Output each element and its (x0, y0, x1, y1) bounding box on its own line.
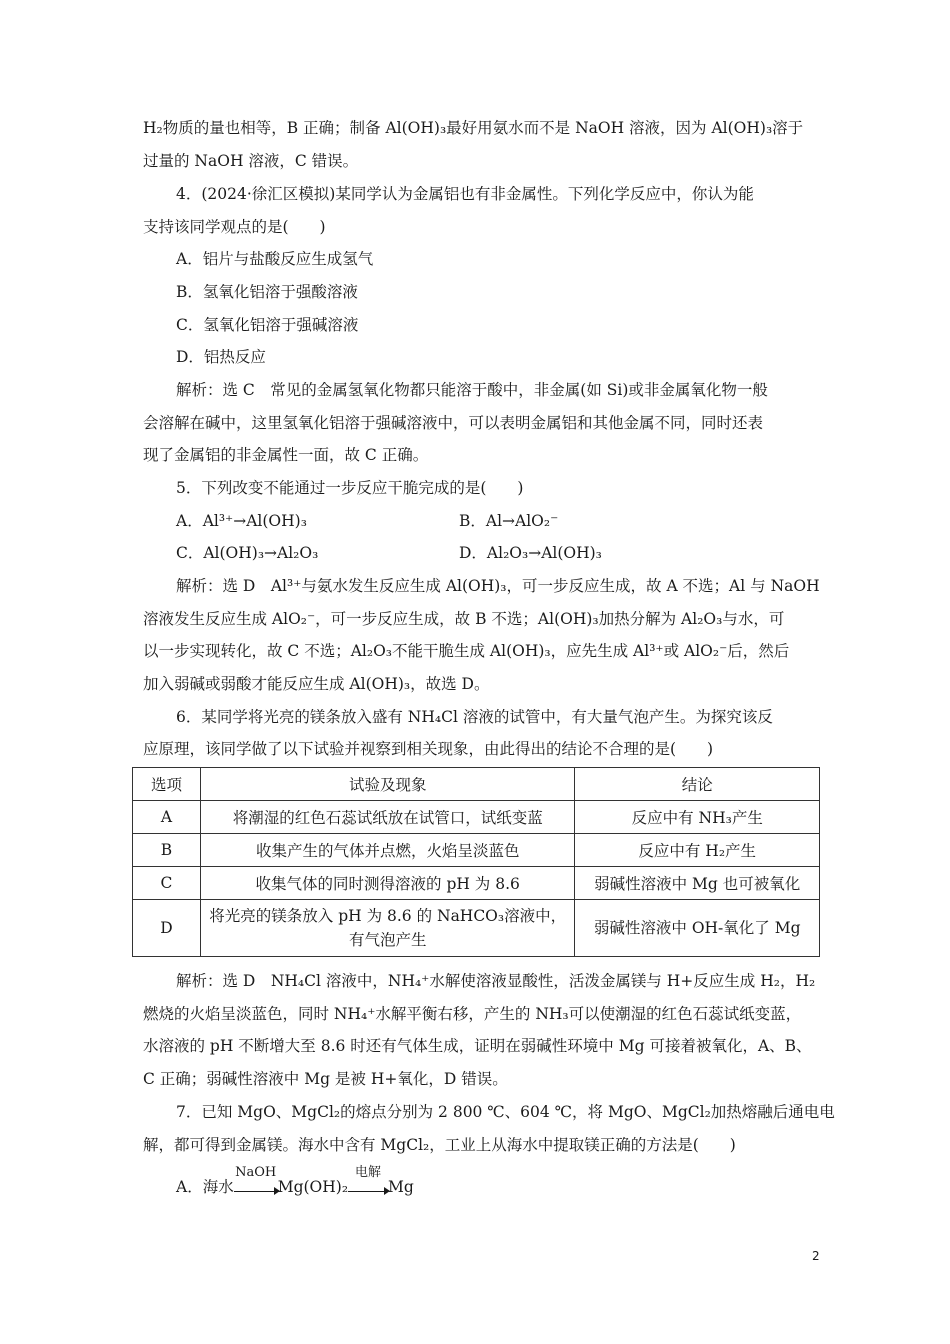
option-d: D．Al₂O₃→Al(OH)₃ (459, 544, 602, 562)
table-header: 结论 (575, 768, 820, 801)
question-5: 5．下列改变不能通过一步反应干脆完成的是( ) (176, 479, 524, 497)
table-cell: 收集气体的同时测得溶液的 pH 为 8.6 (200, 867, 574, 900)
table-header: 选项 (133, 768, 201, 801)
table-header: 试验及现象 (200, 768, 574, 801)
table-cell: A (133, 801, 201, 834)
table-cell: C (133, 867, 201, 900)
table-cell: 反应中有 NH₃产生 (575, 801, 820, 834)
question-4: 4．(2024·徐汇区模拟)某同学认为金属铝也有非金属性。下列化学反应中，你认为能 (176, 185, 754, 203)
text-line: 支持该同学观点的是( ) (143, 218, 326, 236)
arrow-icon (234, 1181, 278, 1192)
reaction-arrow (234, 1165, 278, 1197)
arrow-label: 电解 (355, 1165, 382, 1180)
experiment-table (132, 767, 820, 957)
analysis-line: 解析：选 D NH₄Cl 溶液中，NH₄⁺水解使溶液显酸性，活泼金属镁与 H+反应生成 H₂，H₂ (176, 972, 816, 990)
table-row (133, 867, 820, 900)
option-b: B．氢氧化铝溶于强酸溶液 (176, 283, 358, 301)
analysis-line: 溶液发生反应生成 AlO₂⁻，可一步反应生成，故 B 不选；Al(OH)₃加热分解为 Al₂O₃与水，可 (143, 610, 785, 628)
table-cell: D (133, 900, 201, 957)
question-7: 7．已知 MgO、MgCl₂的熔点分别为 2 800 ℃、604 ℃，将 MgO、MgCl₂加热熔融后通电电 (176, 1103, 835, 1121)
reaction-product: Mg (388, 1178, 414, 1196)
page-number: 2 (812, 1249, 820, 1263)
option-c: C．Al(OH)₃→Al₂O₃ (176, 544, 319, 562)
analysis-line: 燃烧的火焰呈淡蓝色，同时 NH₄⁺水解平衡右移，产生的 NH₃可以使潮湿的红色石蕊试纸变蓝， (143, 1005, 802, 1023)
option-c: C．氢氧化铝溶于强碱溶液 (176, 316, 359, 334)
table-cell: 将潮湿的红色石蕊试纸放在试管口，试纸变蓝 (200, 801, 574, 834)
table-cell: 将光亮的镁条放入 pH 为 8.6 的 NaHCO₃溶液中，有气泡产生 (200, 900, 574, 957)
analysis-line: 会溶解在碱中，这里氢氧化铝溶于强碱溶液中，可以表明金属铝和其他金属不同，同时还表 (143, 414, 764, 432)
option-a: A．Al³⁺→Al(OH)₃ (176, 512, 307, 530)
analysis-line: 解析：选 C 常见的金属氢氧化物都只能溶于酸中，非金属(如 Si)或非金属氧化物一般 (176, 381, 768, 399)
analysis-line: 加入弱碱或弱酸才能反应生成 Al(OH)₃，故选 D。 (143, 675, 490, 693)
question-6: 6．某同学将光亮的镁条放入盛有 NH₄Cl 溶液的试管中，有大量气泡产生。为探究该反 (176, 708, 773, 726)
table-cell: 弱碱性溶液中 Mg 也可被氧化 (575, 867, 820, 900)
text-line: 应原理，该同学做了以下试验并视察到相关现象，由此得出的结论不合理的是( ) (143, 740, 714, 758)
arrow-label: NaOH (235, 1165, 277, 1180)
text-line: H₂物质的量也相等，B 正确；制备 Al(OH)₃最好用氨水而不是 NaOH 溶液，因为 Al(OH)₃溶于 (143, 119, 804, 137)
arrow-icon (348, 1181, 388, 1192)
table-header-row (133, 768, 820, 801)
option-a-reaction (176, 1165, 414, 1197)
option-d: D．铝热反应 (176, 348, 266, 366)
option-b: B．Al→AlO₂⁻ (459, 512, 559, 530)
analysis-line: 现了金属铝的非金属性一面，故 C 正确。 (143, 446, 429, 464)
table-cell: B (133, 834, 201, 867)
option-a: A．铝片与盐酸反应生成氢气 (176, 250, 374, 268)
reaction-start: A．海水 (176, 1178, 234, 1196)
text-line: 过量的 NaOH 溶液，C 错误。 (143, 152, 359, 170)
text-line: 解，都可得到金属镁。海水中含有 MgCl₂，工业上从海水中提取镁正确的方法是( ) (143, 1136, 736, 1154)
table-cell: 弱碱性溶液中 OH-氧化了 Mg (575, 900, 820, 957)
analysis-line: 以一步实现转化，故 C 不选；Al₂O₃不能干脆生成 Al(OH)₃，应先生成 Al³⁺或 AlO₂⁻后，然后 (143, 642, 790, 660)
table-cell: 收集产生的气体并点燃，火焰呈淡蓝色 (200, 834, 574, 867)
table-row (133, 801, 820, 834)
reaction-intermediate: Mg(OH)₂ (277, 1178, 349, 1196)
analysis-line: 解析：选 D Al³⁺与氨水发生反应生成 Al(OH)₃，可一步反应生成，故 A 不选；Al 与 NaOH (176, 577, 820, 595)
analysis-line: 水溶液的 pH 不断增大至 8.6 时还有气体生成，证明在弱碱性环境中 Mg 可接着被氧化，A、B、 (143, 1037, 812, 1055)
table-row (133, 834, 820, 867)
reaction-arrow (348, 1165, 388, 1197)
table-cell: 反应中有 H₂产生 (575, 834, 820, 867)
table-row (133, 900, 820, 957)
analysis-line: C 正确；弱碱性溶液中 Mg 是被 H+氧化，D 错误。 (143, 1070, 508, 1088)
